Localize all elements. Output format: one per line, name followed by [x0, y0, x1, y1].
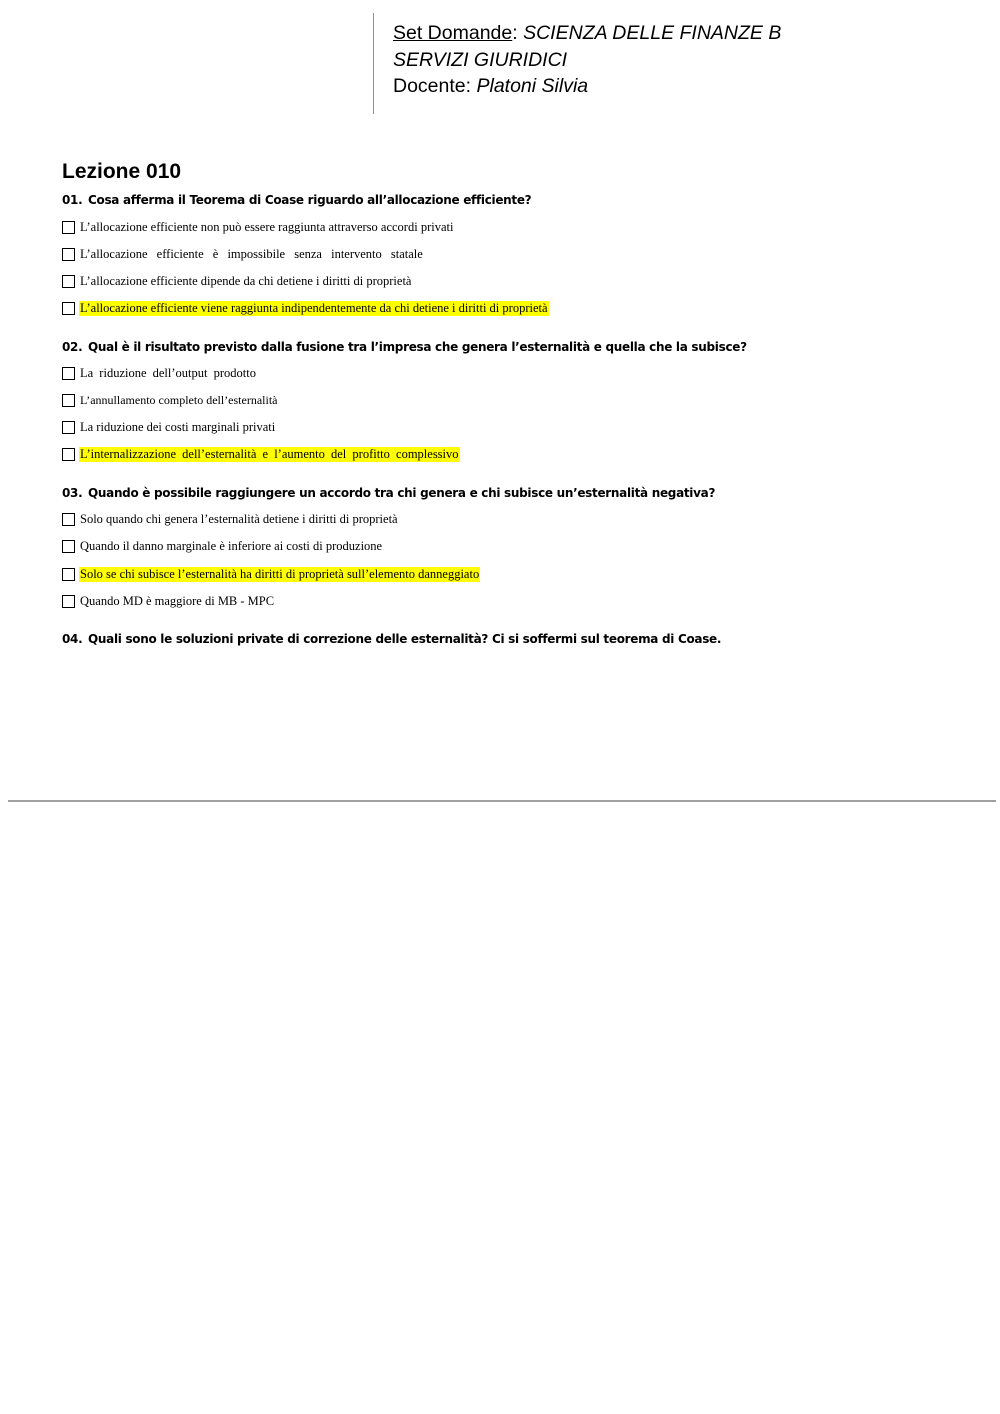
question-text: Qual è il risultato previsto dalla fusione tra l’impresa che genera l’esternalità e quella che la subisce? — [88, 340, 747, 354]
option-text: L’annullamento completo dell’esternalità — [80, 392, 278, 407]
option-text: L’allocazione efficiente non può essere raggiunta attraverso accordi privati — [80, 219, 454, 234]
lesson-title: Lezione 010 — [62, 160, 182, 183]
option-text-highlighted: L’internalizzazione dell’esternalità e l’aumento del profitto complessivo — [80, 446, 459, 461]
checkbox[interactable] — [62, 421, 75, 434]
subject-line-1: SCIENZA DELLE FINANZE B — [523, 22, 782, 44]
question-number: 04. — [62, 632, 83, 646]
option-text-highlighted: L’allocazione efficiente viene raggiunta indipendentemente da chi detiene i diritti di proprietà — [80, 300, 548, 315]
header-divider — [373, 13, 374, 114]
option-1d[interactable] — [62, 300, 549, 316]
option-3a[interactable] — [62, 511, 399, 527]
checkbox[interactable] — [62, 394, 75, 407]
checkbox[interactable] — [62, 595, 75, 608]
question-text: Quando è possibile raggiungere un accordo tra chi genera e chi subisce un’esternalità negativa? — [88, 486, 716, 500]
option-3d[interactable] — [62, 593, 275, 609]
option-3b[interactable] — [62, 538, 383, 554]
docente-name: Platoni Silvia — [476, 75, 589, 97]
question-1 — [62, 193, 531, 207]
option-1c[interactable] — [62, 273, 412, 289]
option-1b[interactable] — [62, 246, 424, 262]
option-text: Quando MD è maggiore di MB - MPC — [80, 593, 275, 608]
checkbox[interactable] — [62, 448, 75, 461]
option-3c[interactable] — [62, 566, 480, 582]
subject-line-2: SERVIZI GIURIDICI — [393, 48, 568, 71]
header-set-line — [393, 20, 781, 47]
option-2d[interactable] — [62, 446, 460, 462]
checkbox[interactable] — [62, 221, 75, 234]
question-2 — [62, 340, 747, 354]
question-text: Quali sono le soluzioni private di correzione delle esternalità? Ci si soffermi sul teorema di Coase. — [88, 632, 722, 646]
option-text: La riduzione dei costi marginali privati — [80, 419, 276, 434]
option-text: La riduzione dell’output prodotto — [80, 365, 256, 380]
option-1a[interactable] — [62, 219, 454, 235]
set-label: Set Domande — [393, 22, 513, 44]
checkbox[interactable] — [62, 513, 75, 526]
checkbox[interactable] — [62, 540, 75, 553]
option-2c[interactable] — [62, 419, 276, 435]
document-header — [393, 20, 781, 100]
checkbox[interactable] — [62, 367, 75, 380]
option-text: L’allocazione efficiente è impossibile senza intervento statale — [80, 246, 423, 261]
option-2a[interactable] — [62, 365, 257, 381]
option-text-highlighted: Solo se chi subisce l’esternalità ha diritti di proprietà sull’elemento danneggiato — [80, 566, 480, 581]
option-2b[interactable] — [62, 392, 279, 408]
question-4 — [62, 632, 721, 646]
option-text: L’allocazione efficiente dipende da chi detiene i diritti di proprietà — [80, 273, 412, 288]
question-3 — [62, 486, 715, 500]
docente-label: Docente: — [393, 75, 472, 97]
checkbox[interactable] — [62, 248, 75, 261]
checkbox[interactable] — [62, 568, 75, 581]
checkbox[interactable] — [62, 302, 75, 315]
question-number: 02. — [62, 340, 83, 354]
set-colon: : — [512, 22, 518, 44]
header-docente-line — [393, 73, 781, 100]
question-text: Cosa afferma il Teorema di Coase riguardo all’allocazione efficiente? — [88, 193, 532, 207]
question-number: 01. — [62, 193, 83, 207]
page-divider — [8, 800, 996, 802]
option-text: Solo quando chi genera l’esternalità detiene i diritti di proprietà — [80, 511, 398, 526]
checkbox[interactable] — [62, 275, 75, 288]
option-text: Quando il danno marginale è inferiore ai costi di produzione — [80, 538, 383, 553]
question-number: 03. — [62, 486, 83, 500]
